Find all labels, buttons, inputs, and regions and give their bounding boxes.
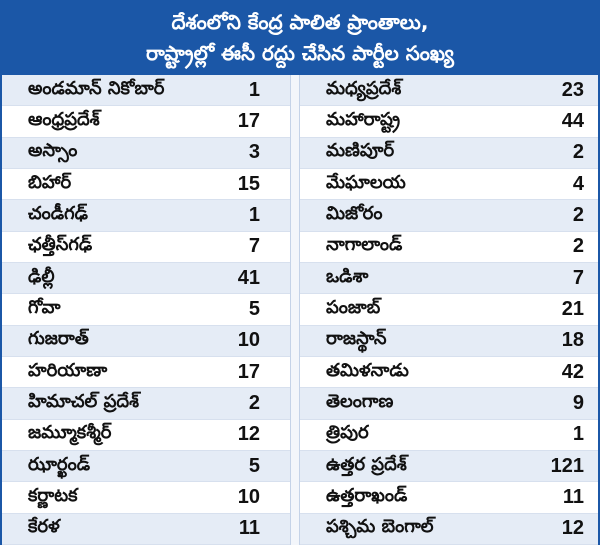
party-count: 1 (248, 78, 260, 101)
party-count: 17 (237, 360, 260, 383)
state-name: గోవా (28, 296, 61, 318)
table-row (300, 75, 598, 106)
party-count: 11 (562, 485, 584, 508)
party-count: 1 (248, 203, 260, 226)
table-row (300, 388, 598, 419)
party-count: 12 (237, 423, 260, 446)
table-row (2, 451, 290, 482)
state-name: జమ్మూకశ్మీర్ (28, 422, 112, 444)
party-count: 11 (238, 517, 260, 540)
party-count: 23 (561, 78, 584, 101)
table-row (300, 451, 598, 482)
table-row (2, 263, 290, 294)
state-name: తెలంగాణ (326, 390, 394, 412)
table-row (300, 263, 598, 294)
state-name: హిమాచల్ ప్రదేశ్ (28, 390, 139, 412)
party-count: 5 (248, 454, 260, 477)
state-name: అస్సాం (28, 140, 78, 162)
table-row (2, 200, 290, 231)
party-count-table (0, 75, 600, 545)
party-count: 41 (237, 266, 260, 289)
table-row (2, 169, 290, 200)
state-name: రాజస్థాన్ (326, 328, 387, 350)
party-count: 21 (561, 297, 584, 320)
state-name: కేరళ (28, 516, 60, 538)
table-row (2, 294, 290, 325)
table-row (2, 232, 290, 263)
state-name: మేఘాలయ (326, 171, 406, 193)
party-count: 5 (248, 297, 260, 320)
title-line-1: దేశంలోని కేంద్ర పాలిత ప్రాంతాలు, (171, 9, 429, 34)
table-row (2, 514, 290, 545)
title-banner (0, 0, 600, 75)
state-name: నాగాలాండ్ (326, 234, 403, 256)
state-name: హరియాణా (28, 359, 108, 381)
party-count: 10 (237, 485, 260, 508)
table-row (300, 138, 598, 169)
state-name: కర్ణాటక (28, 484, 78, 506)
table-row (2, 75, 290, 106)
table-row (300, 169, 598, 200)
table-row (2, 388, 290, 419)
party-count: 44 (561, 109, 584, 132)
party-count: 42 (561, 360, 584, 383)
party-count: 1 (572, 423, 584, 446)
state-name: మణిపూర్ (326, 140, 395, 162)
party-count: 18 (561, 329, 584, 352)
state-name: ఆంధ్రప్రదేశ్ (28, 108, 100, 130)
party-count: 121 (550, 454, 584, 477)
party-count: 3 (248, 141, 260, 164)
party-count: 7 (572, 266, 584, 289)
table-row (2, 326, 290, 357)
party-count: 12 (561, 517, 584, 540)
state-name: బిహార్ (28, 171, 72, 193)
state-name: గుజరాత్ (28, 328, 89, 350)
state-name: ఢిల్లీ (28, 265, 55, 287)
left-column (2, 75, 290, 545)
table-row (300, 482, 598, 513)
state-name: మధ్యప్రదేశ్ (326, 77, 402, 99)
party-count: 2 (572, 141, 584, 164)
party-count: 17 (237, 109, 260, 132)
table-row (300, 232, 598, 263)
state-name: ఒడిశా (326, 265, 369, 287)
state-name: తమిళనాడు (326, 359, 409, 381)
table-row (300, 294, 598, 325)
table-row (300, 420, 598, 451)
party-count: 7 (248, 235, 260, 258)
table-row (300, 357, 598, 388)
state-name: మిజోరం (326, 202, 383, 224)
party-count: 2 (572, 235, 584, 258)
table-row (2, 106, 290, 137)
table-row (2, 420, 290, 451)
state-name: ఝార్ఖండ్ (28, 453, 91, 475)
table-row (2, 357, 290, 388)
right-column (300, 75, 598, 545)
title-line-2: రాష్ట్రాల్లో ఈసీ రద్దు చేసిన పార్టీల సంఖ్య (146, 40, 454, 65)
column-divider (290, 75, 300, 545)
table-row (300, 106, 598, 137)
table-row (2, 138, 290, 169)
party-count: 4 (572, 172, 584, 195)
state-name: ఉత్తరాఖండ్ (326, 484, 408, 506)
table-row (300, 200, 598, 231)
state-name: ఛత్తీస్‌గఢ్ (28, 234, 93, 256)
party-count: 2 (572, 203, 584, 226)
table-row (2, 482, 290, 513)
table-row (300, 514, 598, 545)
state-name: త్రిపుర (326, 422, 369, 444)
table-row (300, 326, 598, 357)
party-count: 2 (248, 391, 260, 414)
state-name: చండీగఢ్ (28, 202, 88, 224)
party-count: 15 (237, 172, 260, 195)
state-name: మహారాష్ట్ర (326, 108, 401, 130)
state-name: అండమాన్ నికోబార్ (28, 77, 165, 99)
party-count: 9 (572, 391, 584, 414)
state-name: పశ్చిమ బెంగాల్ (326, 516, 434, 538)
state-name: ఉత్తర ప్రదేశ్ (326, 453, 407, 475)
party-count: 10 (237, 329, 260, 352)
state-name: పంజాబ్ (326, 296, 381, 318)
